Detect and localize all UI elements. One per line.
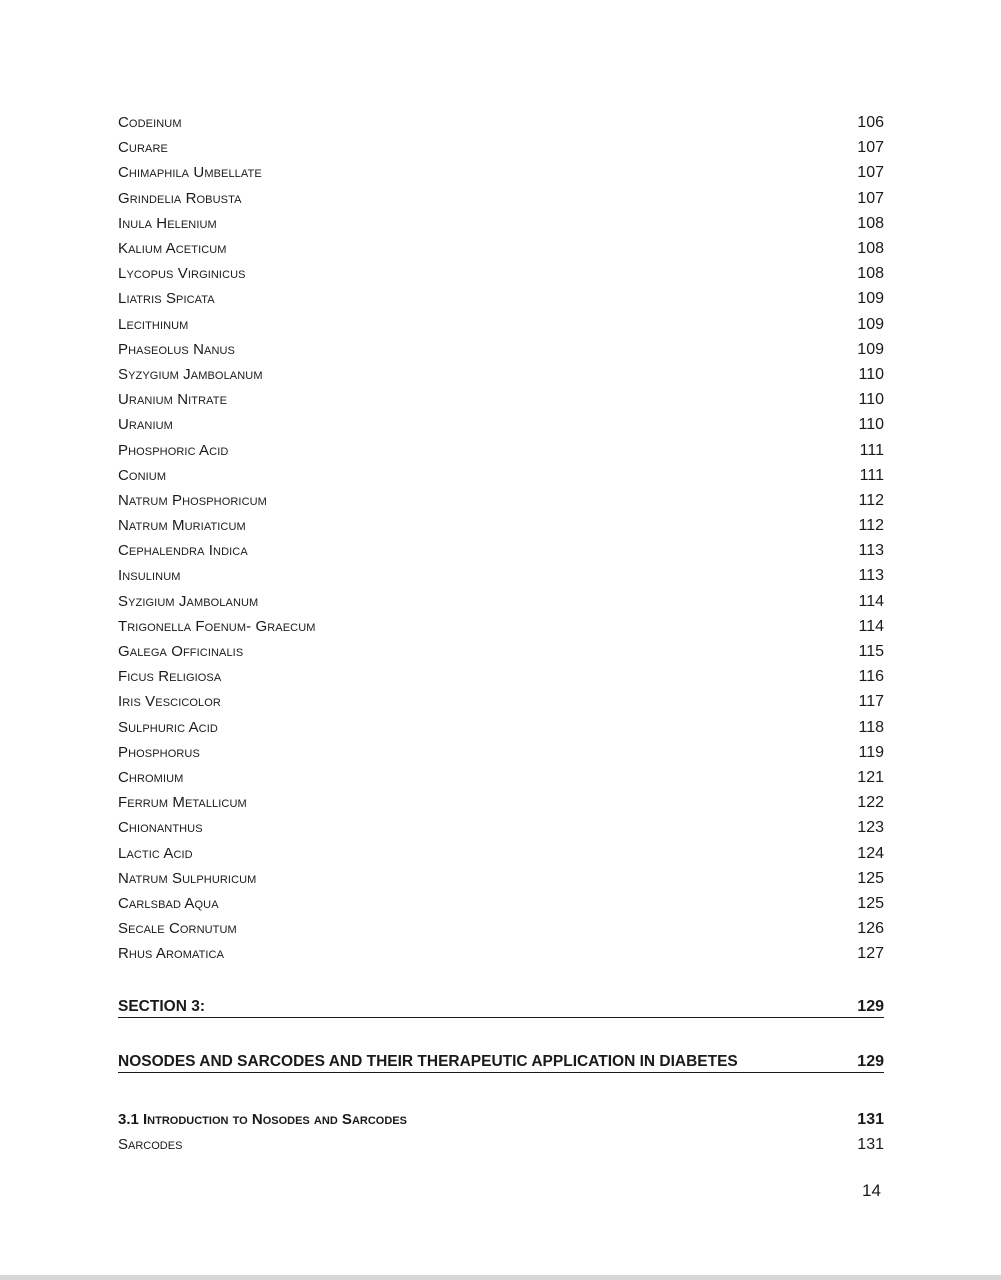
toc-entry-page: 122 [857, 794, 884, 812]
section-3-main-title: NOSODES AND SARCODES AND THEIR THERAPEUTIC APPLICATION IN DIABETES [118, 1053, 738, 1070]
toc-entry-page: 114 [858, 617, 884, 635]
toc-entry-page: 113 [858, 542, 884, 560]
toc-entry [118, 412, 884, 437]
toc-entry [118, 740, 884, 765]
toc-entry-title: Insulinum [118, 567, 181, 585]
toc-entry [118, 765, 884, 790]
toc-entry [118, 815, 884, 840]
toc-entry [118, 891, 884, 916]
section-3-title: SECTION 3: [118, 998, 205, 1015]
toc-entry-title: Phaseolus Nanus [118, 340, 235, 358]
toc-entry-title: Rhus Aromatica [118, 945, 225, 963]
section-3-heading [118, 998, 884, 1018]
toc-entry [118, 664, 884, 689]
toc-entry-page: 107 [857, 189, 884, 207]
toc-entry [118, 236, 884, 261]
sarcodes-entry [118, 1132, 884, 1157]
toc-entry-page: 119 [858, 743, 884, 761]
table-of-contents [118, 110, 884, 966]
toc-entry-page: 113 [858, 567, 884, 585]
subsection-3-1-entry [118, 1107, 884, 1132]
section-3-page: 129 [857, 998, 884, 1015]
toc-entry-title: Syzygium Jambolanum [118, 365, 263, 383]
toc-entry [118, 312, 884, 337]
toc-entry-page: 116 [858, 668, 884, 686]
section-3-main-page: 129 [857, 1053, 884, 1070]
toc-entry-title: Iris Vescicolor [118, 693, 221, 711]
toc-entry-title: Conium [118, 466, 167, 484]
toc-entry-title: Carlsbad Aqua [118, 894, 219, 912]
toc-entry [118, 387, 884, 412]
toc-entry [118, 362, 884, 387]
toc-entry [118, 337, 884, 362]
toc-entry-title: Codeinum [118, 114, 182, 132]
toc-entry [118, 186, 884, 211]
toc-entry-title: Lecithinum [118, 315, 189, 333]
sarcodes-title: Sarcodes [118, 1136, 183, 1153]
toc-entry-title: Chionanthus [118, 819, 203, 837]
toc-entry [118, 790, 884, 815]
toc-entry-title: Ferrum Metallicum [118, 794, 247, 812]
toc-entry-page: 108 [857, 240, 884, 258]
toc-entry-page: 123 [857, 819, 884, 837]
toc-entry [118, 916, 884, 941]
toc-entry-title: Chromium [118, 768, 184, 786]
toc-entry-title: Lactic Acid [118, 844, 193, 862]
toc-entry-page: 107 [857, 164, 884, 182]
toc-entry-title: Chimaphila Umbellate [118, 164, 262, 182]
toc-entry-title: Lycopus Virginicus [118, 265, 246, 283]
toc-entry [118, 538, 884, 563]
toc-entry-page: 117 [858, 693, 884, 711]
toc-entry-title: Grindelia Robusta [118, 189, 242, 207]
toc-entry-page: 108 [857, 214, 884, 232]
toc-entry-title: Natrum Muriaticum [118, 517, 246, 535]
toc-entry-page: 112 [858, 491, 884, 509]
toc-entry-title: Trigonella Foenum- Graecum [118, 617, 316, 635]
toc-entry-title: Sulphuric Acid [118, 718, 218, 736]
toc-entry-page: 126 [857, 920, 884, 938]
page-bottom-edge [0, 1275, 1001, 1280]
toc-entry-page: 121 [857, 768, 884, 786]
toc-entry-page: 127 [857, 945, 884, 963]
page-number: 14 [862, 1181, 881, 1200]
toc-entry-page: 109 [857, 315, 884, 333]
toc-entry [118, 286, 884, 311]
toc-entry-page: 111 [859, 466, 884, 484]
toc-entry-page: 125 [857, 894, 884, 912]
toc-entry [118, 866, 884, 891]
toc-entry-page: 106 [857, 114, 884, 132]
toc-entry [118, 589, 884, 614]
toc-entry-page: 107 [857, 139, 884, 157]
toc-entry [118, 160, 884, 185]
toc-entry [118, 110, 884, 135]
toc-entry [118, 840, 884, 865]
toc-entry-page: 109 [857, 340, 884, 358]
toc-entry-page: 125 [857, 869, 884, 887]
toc-entry [118, 437, 884, 462]
toc-entry-page: 111 [859, 441, 884, 459]
toc-entry [118, 211, 884, 236]
toc-entry [118, 639, 884, 664]
toc-entry [118, 488, 884, 513]
toc-entry-title: Natrum Phosphoricum [118, 491, 267, 509]
toc-entry-title: Uranium [118, 416, 173, 434]
toc-entry-title: Phosphoric Acid [118, 441, 229, 459]
toc-entry [118, 261, 884, 286]
toc-entry [118, 513, 884, 538]
toc-entry [118, 941, 884, 966]
toc-entry-title: Galega Officinalis [118, 643, 244, 661]
toc-entry-title: Cephalendra Indica [118, 542, 248, 560]
toc-entry-title: Phosphorus [118, 743, 200, 761]
toc-entry-page: 118 [858, 718, 884, 736]
toc-entry-page: 114 [858, 592, 884, 610]
toc-entry-page: 110 [858, 391, 884, 409]
toc-entry-page: 109 [857, 290, 884, 308]
toc-entry-title: Liatris Spicata [118, 290, 215, 308]
section-3-main-heading [118, 1053, 884, 1073]
toc-entry-title: Uranium Nitrate [118, 391, 228, 409]
toc-entry-title: Syzigium Jambolanum [118, 592, 259, 610]
toc-entry-page: 108 [857, 265, 884, 283]
toc-entry [118, 715, 884, 740]
toc-entry-page: 115 [858, 643, 884, 661]
toc-entry-page: 110 [858, 365, 884, 383]
toc-entry-page: 124 [857, 844, 884, 862]
toc-entry [118, 563, 884, 588]
toc-entry-title: Inula Helenium [118, 214, 217, 232]
toc-entry-title: Curare [118, 139, 168, 157]
toc-entry-title: Natrum Sulphuricum [118, 869, 257, 887]
toc-entry-page: 112 [858, 517, 884, 535]
toc-entry-title: Secale Cornutum [118, 920, 237, 938]
toc-entry [118, 135, 884, 160]
toc-entry-page: 110 [858, 416, 884, 434]
subsection-3-1-title: 3.1 Introduction to Nosodes and Sarcodes [118, 1111, 407, 1128]
toc-entry [118, 614, 884, 639]
sarcodes-page: 131 [857, 1135, 884, 1153]
toc-entry [118, 463, 884, 488]
subsection-3-1-page: 131 [857, 1110, 884, 1128]
toc-entry [118, 689, 884, 714]
toc-entry-title: Kalium Aceticum [118, 240, 227, 258]
toc-entry-title: Ficus Religiosa [118, 668, 222, 686]
